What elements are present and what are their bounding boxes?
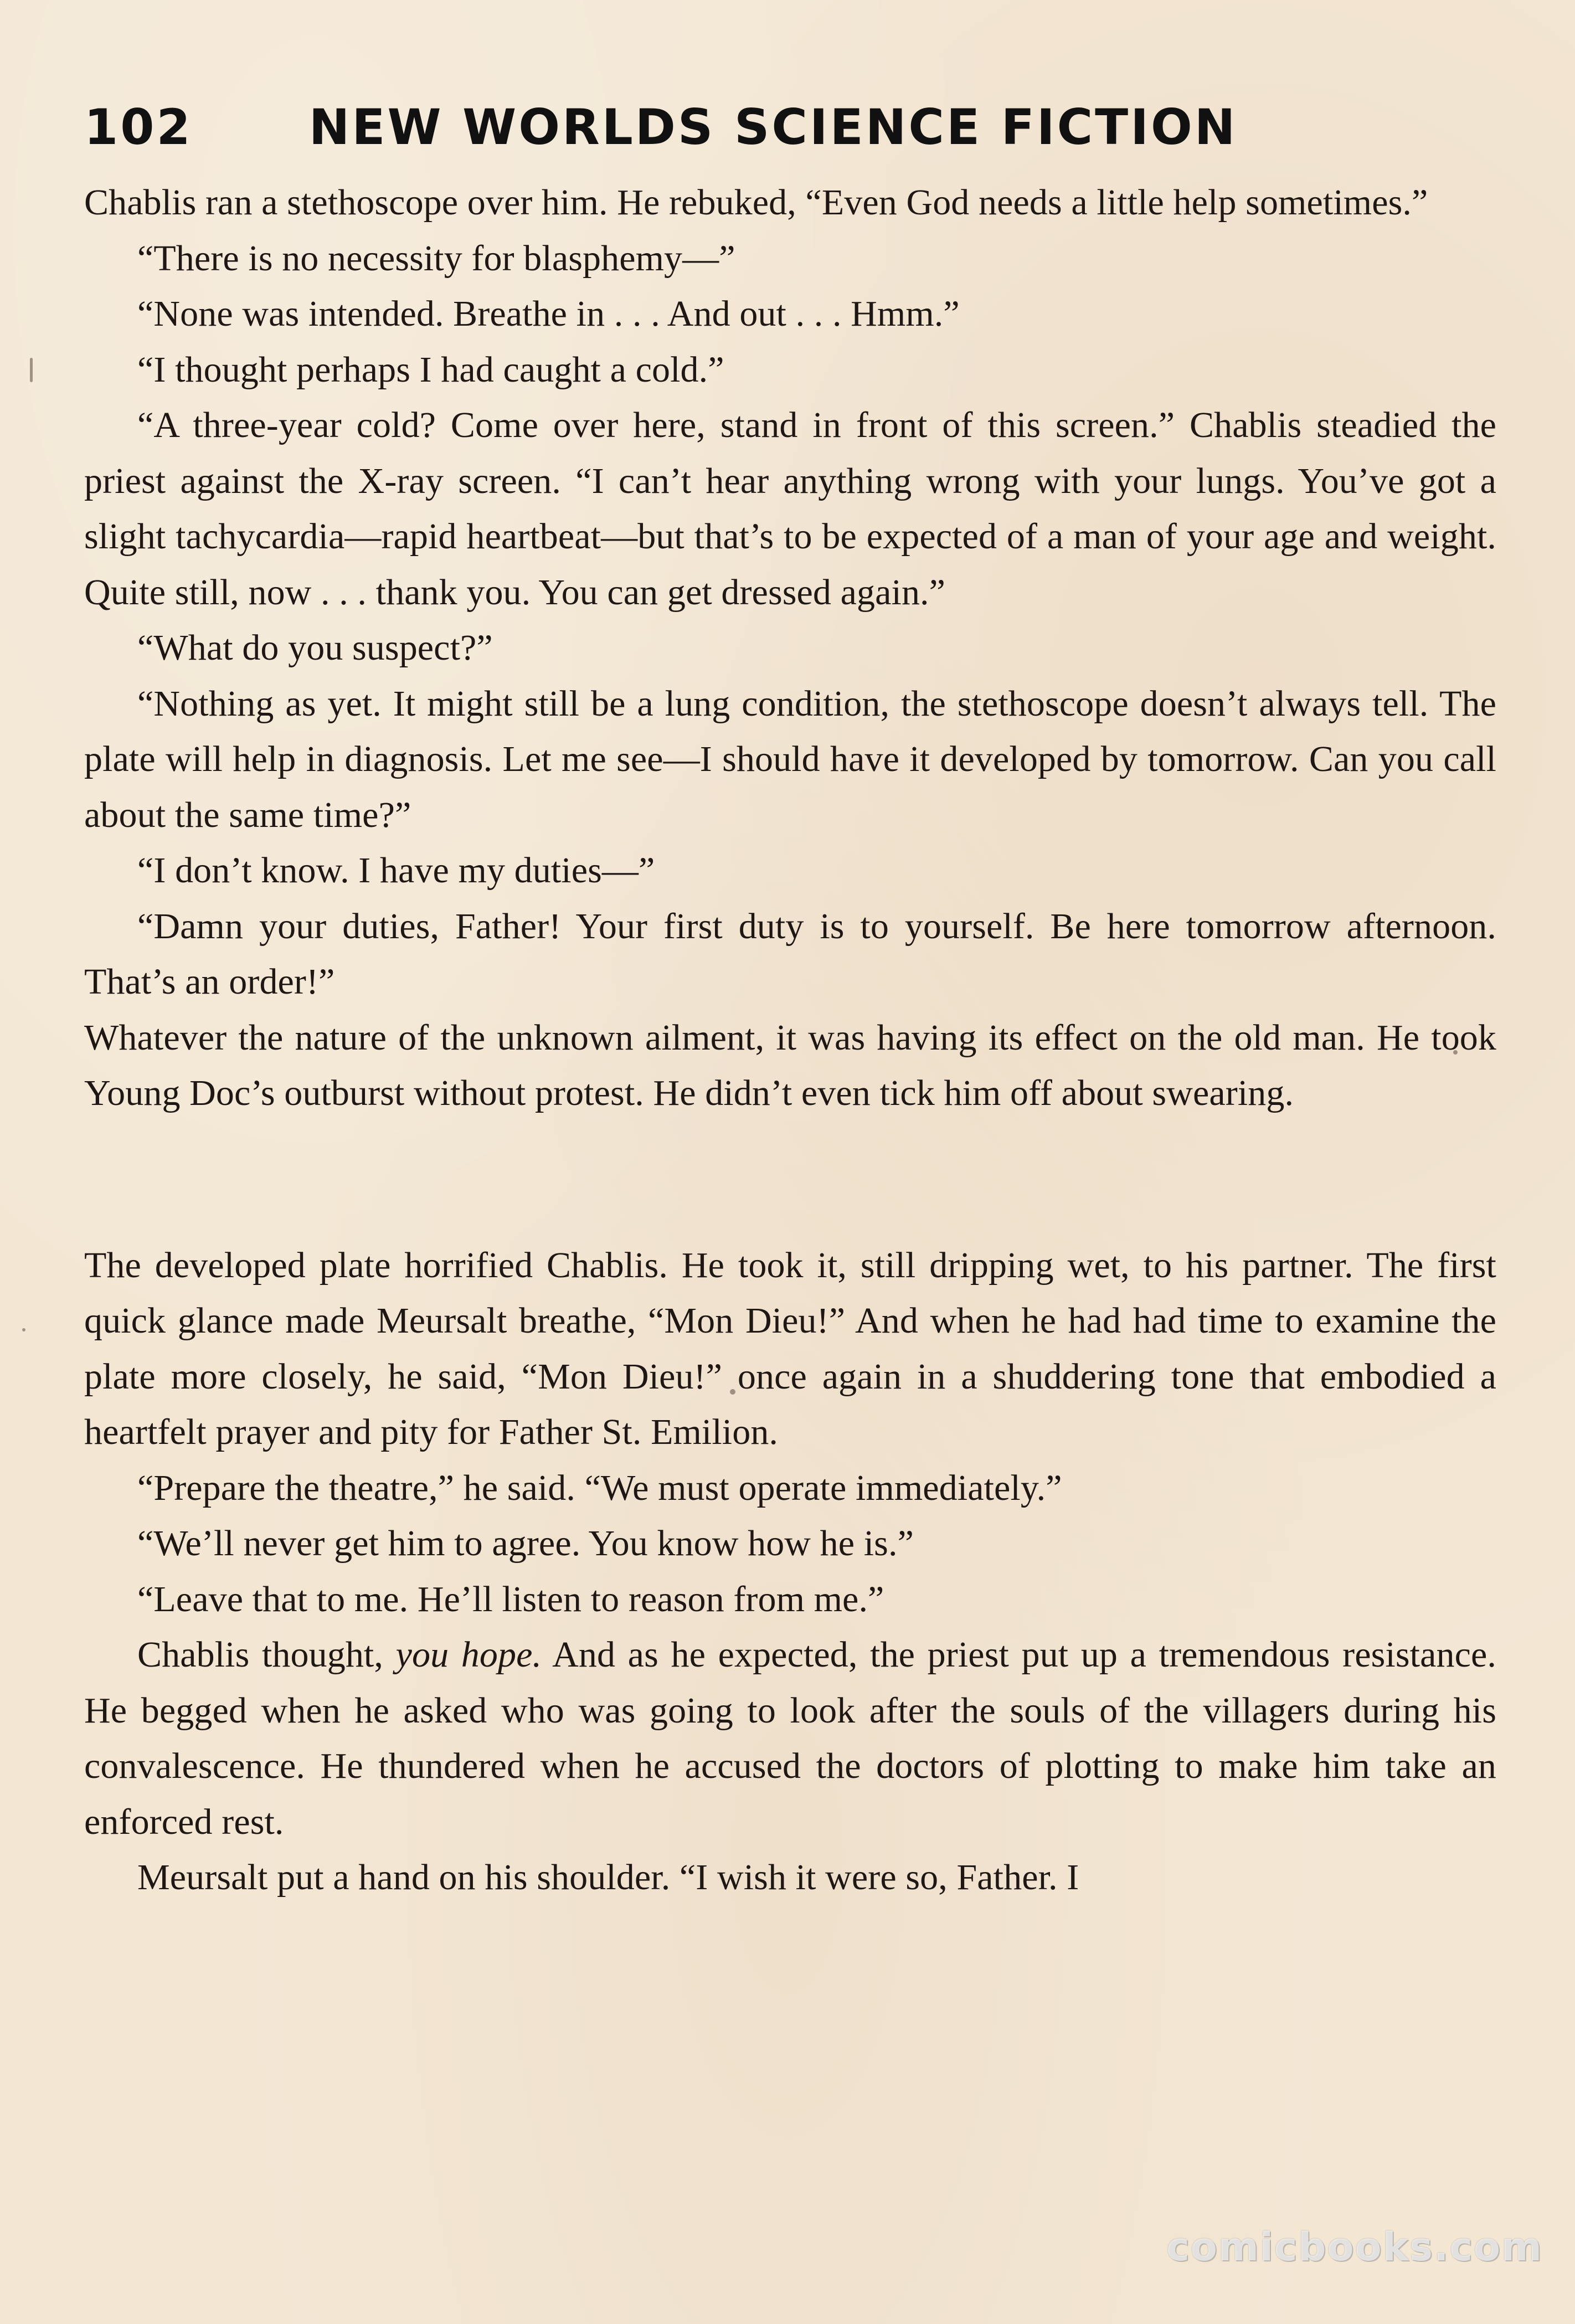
story-paragraph: “None was intended. Breathe in . . . And out . . . Hmm.” <box>137 294 960 334</box>
story-paragraph: “A three-year cold? Come over here, stand in front of this screen.” Chablis steadied the priest against the X-ray screen. “I can’t hear anything wrong with your lungs. You’ve got a slight tachycardia—rapid heartbeat—but that’s to be expected of a man of your age and weight. Quite still, now . . . thank you. You can get dressed again.” <box>84 405 1496 613</box>
story-paragraph: The developed plate horrified Chablis. He took it, still dripping wet, to his partner. The first quick glance made Meursalt breathe, “Mon Dieu!” And when he had had time to examine the plate more closely, he said, “Mon Dieu!” once again in a shuddering tone that embodied a heartfelt prayer and pity for Father St. Emilion. <box>84 1245 1496 1452</box>
magazine-title: NEW WORLDS SCIENCE FICTION <box>308 99 1238 156</box>
story-paragraph <box>84 1627 1496 1850</box>
story-paragraph: Chablis ran a stethoscope over him. He rebuked, “Even God needs a little help sometimes.” <box>84 182 1428 223</box>
section-break <box>84 1122 1496 1238</box>
story-paragraph: “We’ll never get him to agree. You know how he is.” <box>137 1523 914 1564</box>
story-paragraph: “There is no necessity for blasphemy—” <box>137 238 735 279</box>
watermark: comicbooks.com <box>1166 2224 1543 2270</box>
story-paragraph: “What do you suspect?” <box>137 628 493 668</box>
story-paragraph: “Damn your duties, Father! Your first duty is to yourself. Be here tomorrow afternoon. That’s an order!” <box>84 906 1496 1002</box>
italic-text: you hope. <box>395 1634 542 1675</box>
story-paragraph: “Nothing as yet. It might still be a lung condition, the stethoscope doesn’t always tell. The plate will help in diagnosis. Let me see—I should have it developed by tomorrow. Can you call about the same time?” <box>84 683 1496 835</box>
paragraph-text: Chablis thought, <box>137 1634 396 1675</box>
story-text <box>84 175 1496 1906</box>
paragraph-text: And as he expected, the priest put up a tremendous resistance. He begged when he asked who was going to look after the souls of the villagers during his convalescence. He thundered when he accused the doctors of plotting to make him take an enforced rest. <box>84 1634 1496 1842</box>
page-header <box>84 99 1496 160</box>
story-paragraph: “I thought perhaps I had caught a cold.” <box>137 349 724 390</box>
story-paragraph: Meursalt put a hand on his shoulder. “I wish it were so, Father. I <box>137 1857 1079 1898</box>
story-paragraph: Whatever the nature of the unknown ailment, it was having its effect on the old man. He took Young Doc’s outburst without protest. He didn’t even tick him off about swearing. <box>84 1017 1496 1113</box>
page-number: 102 <box>84 99 193 156</box>
story-paragraph: “I don’t know. I have my duties—” <box>137 850 655 891</box>
story-paragraph: “Prepare the theatre,” he said. “We must operate immediately.” <box>137 1467 1062 1508</box>
story-paragraph: “Leave that to me. He’ll listen to reason from me.” <box>137 1579 884 1619</box>
